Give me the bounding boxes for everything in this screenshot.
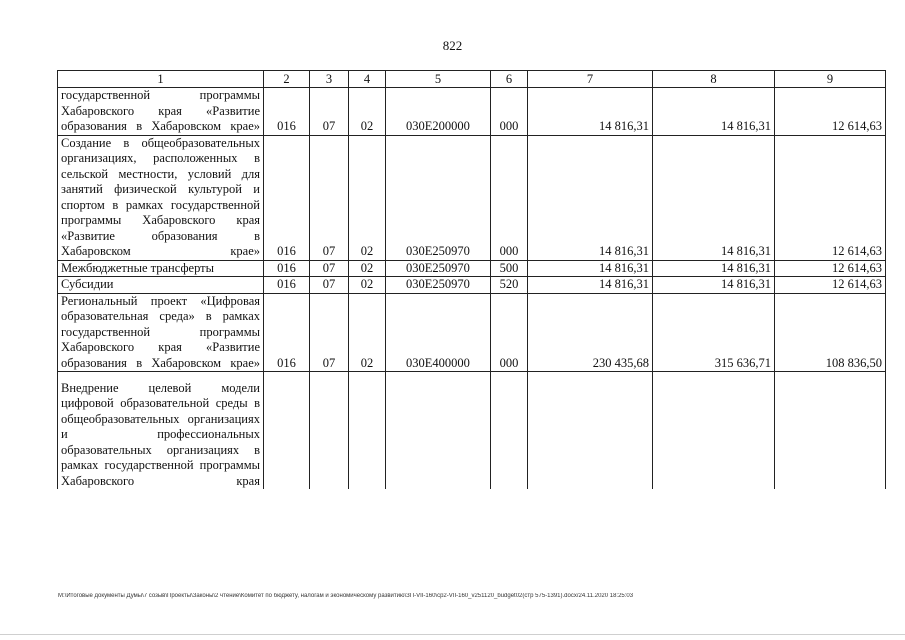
- table-row: [58, 88, 886, 136]
- col-section: 07: [310, 88, 349, 136]
- col-amount-1: 14 816,31: [528, 260, 653, 277]
- table-header-row: [58, 71, 886, 88]
- row-name: государственной программы Хабаровского края «Развитие образования в Хабаровском крае»: [58, 88, 264, 136]
- row-name: Создание в общеобразовательных организациях, расположенных в сельской местности, условий для занятий физической культурой и спортом в рамках государственной программы Хабаровского края «Развитие образования в Хабаровском крае»: [58, 135, 264, 260]
- table-row: [58, 135, 886, 260]
- table-row: [58, 277, 886, 294]
- header-cell-6: 6: [491, 71, 528, 88]
- row-name: Межбюджетные трансферты: [58, 260, 264, 277]
- page-number: 822: [442, 38, 463, 53]
- col-subsection: 02: [349, 88, 386, 136]
- col-expense-type: 520: [491, 277, 528, 294]
- col-ministry: 016: [264, 135, 310, 260]
- col-ministry: 016: [264, 277, 310, 294]
- row-name: Региональный проект «Цифровая образовательная среда» в рамках государственной программы Хабаровского края «Развитие образования в Хабаровском крае»: [58, 293, 264, 372]
- col-section: 07: [310, 293, 349, 372]
- col-subsection: 02: [349, 260, 386, 277]
- col-section: 07: [310, 277, 349, 294]
- col-expense-type: 500: [491, 260, 528, 277]
- table-row: [58, 260, 886, 277]
- col-amount-3: 108 836,50: [775, 293, 886, 372]
- header-cell-3: 3: [310, 71, 349, 88]
- col-subsection: 02: [349, 277, 386, 294]
- col-section: 07: [310, 260, 349, 277]
- col-ministry: 016: [264, 293, 310, 372]
- header-cell-2: 2: [264, 71, 310, 88]
- table-row: [58, 372, 886, 490]
- col-section: 07: [310, 135, 349, 260]
- row-name: Внедрение целевой модели цифровой образовательной среды в общеобразовательных организациях и профессиональных образовательных организациях в рамках государственной программы Хабаровского края: [58, 372, 264, 490]
- col-target-article: 030E200000: [386, 88, 491, 136]
- col-target-article: [386, 372, 491, 490]
- col-subsection: 02: [349, 135, 386, 260]
- col-amount-2: 14 816,31: [653, 135, 775, 260]
- col-amount-2: [653, 372, 775, 490]
- col-expense-type: [491, 372, 528, 490]
- budget-table: [57, 70, 886, 489]
- page-edge-divider: [0, 634, 905, 635]
- col-amount-1: 14 816,31: [528, 277, 653, 294]
- col-target-article: 030E400000: [386, 293, 491, 372]
- col-amount-3: 12 614,63: [775, 277, 886, 294]
- col-amount-1: 230 435,68: [528, 293, 653, 372]
- col-amount-3: 12 614,63: [775, 135, 886, 260]
- header-cell-5: 5: [386, 71, 491, 88]
- col-subsection: 02: [349, 293, 386, 372]
- col-amount-3: 12 614,63: [775, 88, 886, 136]
- header-cell-1: 1: [58, 71, 264, 88]
- header-cell-7: 7: [528, 71, 653, 88]
- col-ministry: 016: [264, 260, 310, 277]
- col-target-article: 030E250970: [386, 135, 491, 260]
- table-row: [58, 293, 886, 372]
- header-cell-8: 8: [653, 71, 775, 88]
- col-amount-1: 14 816,31: [528, 88, 653, 136]
- col-ministry: 016: [264, 88, 310, 136]
- header-cell-4: 4: [349, 71, 386, 88]
- col-amount-2: 14 816,31: [653, 260, 775, 277]
- col-target-article: 030E250970: [386, 277, 491, 294]
- header-cell-9: 9: [775, 71, 886, 88]
- col-expense-type: 000: [491, 293, 528, 372]
- col-amount-2: 315 636,71: [653, 293, 775, 372]
- col-amount-2: 14 816,31: [653, 277, 775, 294]
- row-name: Субсидии: [58, 277, 264, 294]
- footer-file-path: M:\Итоговые документы Думы\7 созыв\Проекты\Законы\2 чтение\Комитет по бюджету, налогам и экономическому развитию\ЗП-VII-160\ср2-VII-160_v251120_budget02(стр 575-1391).docx/24.11.2020 18:25:03: [58, 593, 634, 599]
- col-expense-type: 000: [491, 88, 528, 136]
- col-ministry: [264, 372, 310, 490]
- col-amount-3: [775, 372, 886, 490]
- col-expense-type: 000: [491, 135, 528, 260]
- col-target-article: 030E250970: [386, 260, 491, 277]
- col-amount-2: 14 816,31: [653, 88, 775, 136]
- col-amount-3: 12 614,63: [775, 260, 886, 277]
- col-section: [310, 372, 349, 490]
- col-amount-1: 14 816,31: [528, 135, 653, 260]
- col-subsection: [349, 372, 386, 490]
- col-amount-1: [528, 372, 653, 490]
